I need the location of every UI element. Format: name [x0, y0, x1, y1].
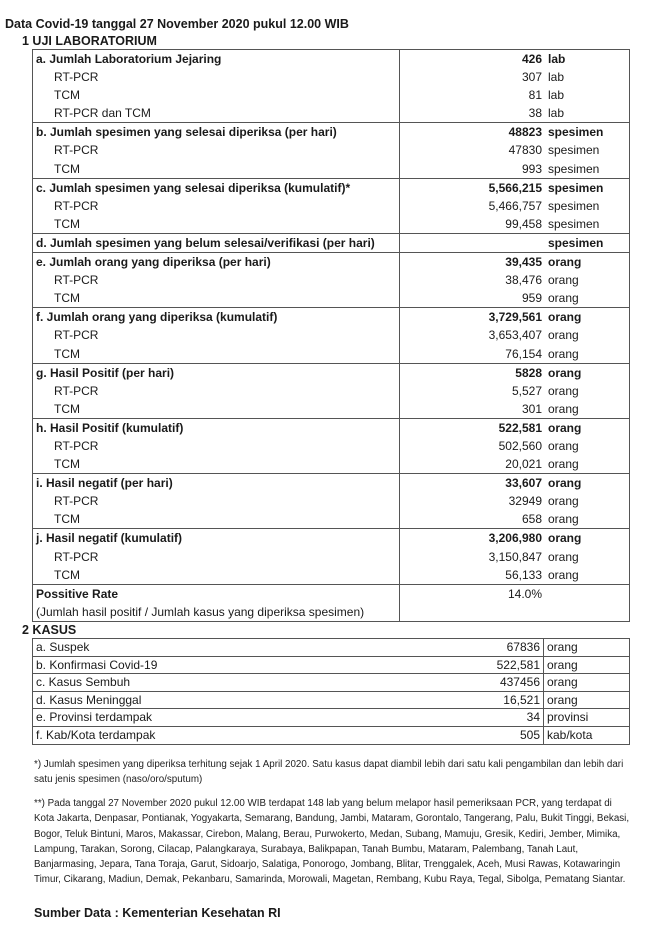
row-label: TCM	[33, 160, 400, 178]
row-label: RT-PCR	[33, 271, 400, 289]
row-unit: lab	[548, 70, 565, 85]
row-value: 33,607	[505, 476, 542, 491]
positive-rate-group	[33, 585, 629, 621]
row-label: RT-PCR	[33, 492, 400, 510]
table-row	[33, 474, 629, 492]
lab-group	[33, 123, 629, 178]
row-value: 3,150,847	[488, 549, 542, 564]
table-row	[33, 179, 629, 197]
document-title: Data Covid-19 tanggal 27 November 2020 pukul 12.00 WIB	[5, 17, 349, 31]
row-unit: lab	[548, 106, 565, 121]
lab-group	[33, 419, 629, 474]
row-value: 16,521	[404, 692, 544, 709]
row-unit: spesimen	[548, 180, 604, 195]
lab-group	[33, 234, 629, 253]
kasus-table	[32, 638, 630, 745]
table-row	[33, 639, 629, 657]
row-value: 505	[404, 727, 544, 745]
row-unit: orang	[548, 328, 579, 343]
row-value: 99,458	[505, 216, 542, 231]
row-unit: kab/kota	[547, 727, 593, 742]
row-label: RT-PCR	[33, 382, 400, 400]
table-row	[33, 400, 629, 418]
lab-group	[33, 50, 629, 123]
table-row	[33, 437, 629, 455]
row-label: RT-PCR	[33, 68, 400, 86]
row-unit: orang	[548, 531, 582, 546]
table-row	[33, 234, 629, 252]
row-label: f. Jumlah orang yang diperiksa (kumulatif)	[33, 308, 400, 326]
row-value: 32949	[508, 494, 542, 509]
row-value: 437456	[404, 674, 544, 691]
row-unit: provinsi	[547, 710, 589, 724]
row-value: 959	[521, 291, 542, 306]
lab-group	[33, 364, 629, 419]
positive-rate-row	[33, 585, 629, 621]
row-value: 47830	[508, 143, 542, 158]
row-value: 20,021	[505, 457, 542, 472]
table-row	[33, 123, 629, 141]
row-unit: orang	[547, 640, 578, 654]
row-value: 3,206,980	[488, 531, 542, 546]
row-unit: lab	[548, 88, 565, 103]
table-row	[33, 364, 629, 382]
row-label: g. Hasil Positif (per hari)	[33, 364, 400, 382]
row-value: 658	[521, 512, 542, 527]
row-value: 76,154	[505, 346, 542, 361]
row-unit: orang	[548, 365, 582, 380]
row-label: a. Suspek	[36, 640, 90, 654]
table-row	[33, 215, 629, 233]
row-unit: orang	[547, 657, 578, 672]
table-row	[33, 692, 629, 710]
row-value: 34	[404, 709, 544, 726]
row-unit: spesimen	[548, 161, 600, 176]
table-row	[33, 529, 629, 547]
row-label: RT-PCR	[33, 197, 400, 215]
table-row	[33, 253, 629, 271]
row-value: 5828	[515, 365, 542, 380]
section-heading-lab: 1 UJI LABORATORIUM	[22, 34, 157, 48]
row-value: 502,560	[498, 438, 542, 453]
row-label: RT-PCR	[33, 326, 400, 344]
row-value: 39,435	[505, 255, 542, 270]
table-row	[33, 455, 629, 473]
row-label: a. Jumlah Laboratorium Jejaring	[33, 50, 400, 68]
row-label: d. Jumlah spesimen yang belum selesai/verifikasi (per hari)	[33, 234, 400, 252]
lab-group	[33, 529, 629, 584]
row-label: RT-PCR	[33, 548, 400, 566]
table-row	[33, 419, 629, 437]
row-value: 301	[521, 401, 542, 416]
row-label: RT-PCR	[33, 437, 400, 455]
row-label: TCM	[33, 400, 400, 418]
table-row	[33, 197, 629, 215]
positive-rate-value: 14.0%	[507, 586, 542, 601]
row-unit: spesimen	[548, 143, 600, 158]
table-row	[33, 657, 629, 675]
row-value: 38,476	[505, 273, 542, 288]
row-label: e. Provinsi terdampak	[36, 710, 153, 724]
row-value: 48823	[508, 125, 542, 140]
lab-table	[32, 49, 630, 622]
row-value: 426	[521, 52, 542, 66]
positive-rate-label-cell	[33, 585, 400, 621]
row-unit: orang	[548, 549, 579, 564]
table-row	[33, 727, 629, 745]
table-row	[33, 86, 629, 104]
lab-group	[33, 308, 629, 363]
row-unit: orang	[548, 457, 579, 472]
row-value: 67836	[404, 639, 544, 656]
row-unit: orang	[547, 692, 578, 707]
row-value: 5,466,757	[488, 198, 542, 213]
row-label: h. Hasil Positif (kumulatif)	[33, 419, 400, 437]
table-row	[33, 68, 629, 86]
lab-group	[33, 474, 629, 529]
table-row	[33, 566, 629, 584]
data-source: Sumber Data : Kementerian Kesehatan RI	[34, 906, 281, 920]
table-row	[33, 326, 629, 344]
row-unit: orang	[548, 476, 582, 491]
row-value	[400, 234, 546, 252]
table-row	[33, 141, 629, 159]
row-unit: orang	[547, 675, 578, 689]
table-row	[33, 674, 629, 692]
row-unit: lab	[548, 52, 566, 66]
section-heading-kasus: 2 KASUS	[22, 623, 77, 637]
table-row	[33, 50, 629, 68]
row-label: c. Kasus Sembuh	[36, 675, 131, 689]
row-value: 3,653,407	[488, 328, 542, 343]
row-unit: orang	[548, 310, 582, 325]
row-value: 81	[528, 88, 542, 103]
row-unit: orang	[548, 494, 579, 509]
table-row	[33, 548, 629, 566]
footnote-2: **) Pada tanggal 27 November 2020 pukul 12.00 WIB terdapat 148 lab yang belum melapor hasil pemeriksaan PCR, yang terdapat di Kota Jakarta, Denpasar, Pontianak, Yogyakarta, Semarang, Bandung, Jambi, Mataram, Gorontalo, Tangerang, Palu, Bukit Tinggi, Bekasi, Bogor, Teluk Bintuni, Maros, Makassar, Cirebon, Malang, Berau, Purwokerto, Medan, Subang, Mamuju, Gresik, Kediri, Jember, Mimika, Lampung, Tarakan, Sorong, Cilacap, Palangkaraya, Surabaya, Balikpapan, Tanah Bumbu, Mataram, Palembang, Tanah Laut, Banjarmasing, Jepara, Tana Toraja, Garut, Sidoarjo, Salatiga, Ponorogo, Jombang, Blitar, Trenggalek, Aceh, Musi Rawas, Kotawaringin Timur, Cikarang, Madiun, Demak, Pekanbaru, Samarinda, Morowali, Magetan, Rembang, Kubu Raya, Tegal, Sibolga, Pematang Siantar.	[34, 798, 630, 886]
table-row	[33, 308, 629, 326]
row-value: 522,581	[498, 420, 542, 435]
table-row	[33, 104, 629, 122]
row-unit: orang	[548, 401, 579, 416]
table-row	[33, 709, 629, 727]
row-value: 3,729,561	[488, 310, 542, 325]
row-label: TCM	[33, 289, 400, 307]
table-row	[33, 345, 629, 363]
table-row	[33, 510, 629, 528]
row-label: i. Hasil negatif (per hari)	[33, 474, 400, 492]
row-value: 38	[528, 106, 542, 121]
row-value: 993	[521, 161, 542, 176]
table-row	[33, 382, 629, 400]
lab-group	[33, 179, 629, 234]
row-label: TCM	[33, 86, 400, 104]
row-label: e. Jumlah orang yang diperiksa (per hari)	[33, 253, 400, 271]
row-value: 522,581	[404, 657, 544, 674]
row-unit: spesimen	[548, 216, 600, 231]
row-label: TCM	[33, 455, 400, 473]
row-label: b. Jumlah spesimen yang selesai diperiksa (per hari)	[33, 123, 400, 141]
row-label: TCM	[33, 510, 400, 528]
row-unit: orang	[548, 291, 579, 306]
row-unit: orang	[548, 438, 579, 453]
row-value: 307	[521, 70, 542, 85]
row-value: 56,133	[505, 567, 542, 582]
row-unit: orang	[548, 567, 579, 582]
row-unit: orang	[548, 383, 579, 398]
row-label: c. Jumlah spesimen yang selesai diperiksa (kumulatif)*	[33, 179, 400, 197]
footnote-1: *) Jumlah spesimen yang diperiksa terhitung sejak 1 April 2020. Satu kasus dapat diambil lebih dari satu kali pengambilan dan lebih dari satu jenis spesimen (naso/oro/sputum)	[34, 759, 624, 786]
row-label: f. Kab/Kota terdampak	[36, 727, 156, 742]
lab-group	[33, 253, 629, 308]
row-label: RT-PCR	[33, 141, 400, 159]
table-row	[33, 160, 629, 178]
row-value: 5,527	[511, 383, 542, 398]
row-value: 5,566,215	[488, 180, 542, 195]
table-row	[33, 271, 629, 289]
row-unit: orang	[548, 420, 582, 435]
row-label: d. Kasus Meninggal	[36, 692, 142, 707]
row-unit: orang	[548, 512, 579, 527]
row-unit: spesimen	[548, 235, 604, 250]
row-unit: orang	[548, 346, 579, 361]
row-unit: orang	[548, 255, 582, 270]
positive-rate-label: Possitive Rate	[36, 586, 119, 601]
row-label: RT-PCR dan TCM	[33, 104, 400, 122]
row-unit: spesimen	[548, 125, 604, 140]
row-label: TCM	[33, 215, 400, 233]
row-label: b. Konfirmasi Covid-19	[36, 657, 158, 672]
row-label: TCM	[33, 345, 400, 363]
positive-rate-formula: (Jumlah hasil positif / Jumlah kasus yang diperiksa spesimen)	[36, 604, 365, 619]
row-label: TCM	[33, 566, 400, 584]
row-unit: orang	[548, 273, 579, 288]
row-unit: spesimen	[548, 198, 600, 213]
table-row	[33, 492, 629, 510]
table-row	[33, 289, 629, 307]
row-label: j. Hasil negatif (kumulatif)	[33, 529, 400, 547]
